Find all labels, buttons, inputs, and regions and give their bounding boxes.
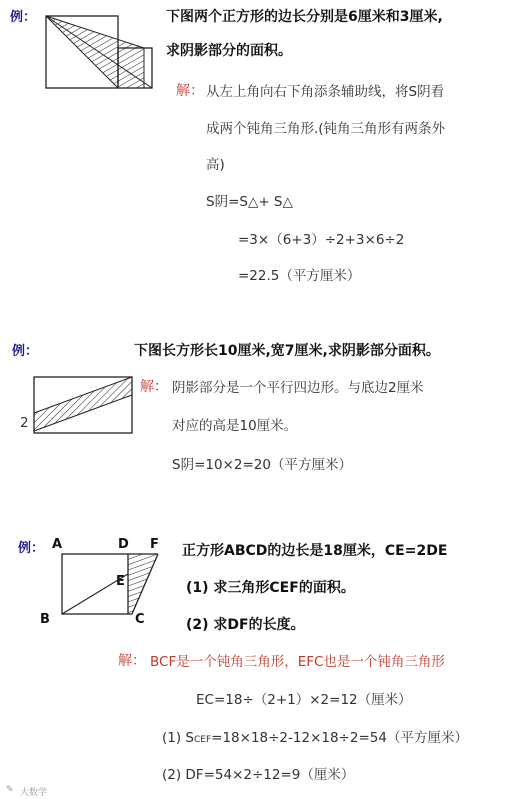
example-1-calc-1: S阴=S△+ S△	[206, 194, 293, 210]
watermark-icon: ✎	[6, 785, 14, 795]
point-a-label: A	[52, 537, 63, 552]
calc-2-prefix: (1) S	[162, 730, 194, 746]
point-c-label: C	[135, 612, 145, 627]
example-3-solution-prefix: 解：	[118, 653, 146, 669]
example-1-calc-3: =22.5（平方厘米）	[238, 268, 361, 284]
example-2-calc: S阴=10×2=20（平方厘米）	[172, 457, 352, 473]
calc-2-subscript: CEF	[193, 735, 212, 745]
watermark: 大数学	[20, 788, 48, 798]
point-b-label: B	[40, 612, 50, 627]
square-abcd-figure	[60, 552, 164, 620]
example-1-solution-line-2: 成两个钝角三角形.(钝角三角形有两条外	[206, 121, 446, 137]
example-1-question-line-2: 求阴影部分的面积。	[166, 43, 292, 59]
example-2-solution-line-1: 阴影部分是一个平行四边形。与底边2厘米	[172, 380, 424, 396]
example-3-question: 正方形ABCD的边长是18厘米，CE=2DE	[182, 543, 448, 559]
example-3-calc-2	[162, 726, 468, 746]
calc-2-body: =18×18÷2-12×18÷2=54（平方厘米）	[211, 730, 468, 746]
example-3-calc-3: (2) DF=54×2÷12=9（厘米）	[162, 767, 355, 783]
example-3-label: 例：	[18, 541, 45, 556]
example-2-solution-line-2: 对应的高是10厘米。	[172, 418, 298, 434]
example-1-label: 例：	[10, 10, 37, 25]
example-3-subquestion-1: (1) 求三角形CEF的面积。	[186, 580, 355, 596]
side-length-label: 2	[20, 415, 29, 431]
example-2-solution-prefix: 解：	[140, 379, 168, 395]
example-1-solution-line-3: 高)	[206, 157, 225, 173]
example-3-calc-1: EC=18÷（2+1）×2=12（厘米）	[196, 692, 412, 708]
example-1-calc-2: =3×（6+3）÷2+3×6÷2	[238, 232, 405, 248]
rectangle-parallelogram-figure	[32, 375, 136, 437]
two-squares-figure	[44, 14, 154, 96]
example-3-solution-line-1: BCF是一个钝角三角形，EFC也是一个钝角三角形	[150, 654, 445, 670]
example-1-question-line-1: 下图两个正方形的边长分别是6厘米和3厘米,	[166, 9, 443, 25]
example-1-solution-prefix: 解：	[176, 83, 204, 99]
example-1-solution-line-1: 从左上角向右下角添条辅助线，将S阴看	[206, 84, 445, 100]
example-2-question: 下图长方形长10厘米,宽7厘米,求阴影部分面积。	[134, 343, 440, 359]
point-e-label: E	[116, 574, 125, 589]
point-f-label: F	[150, 537, 159, 552]
point-d-label: D	[118, 537, 129, 552]
example-2-label: 例：	[12, 344, 39, 359]
example-3-subquestion-2: (2) 求DF的长度。	[186, 617, 305, 633]
